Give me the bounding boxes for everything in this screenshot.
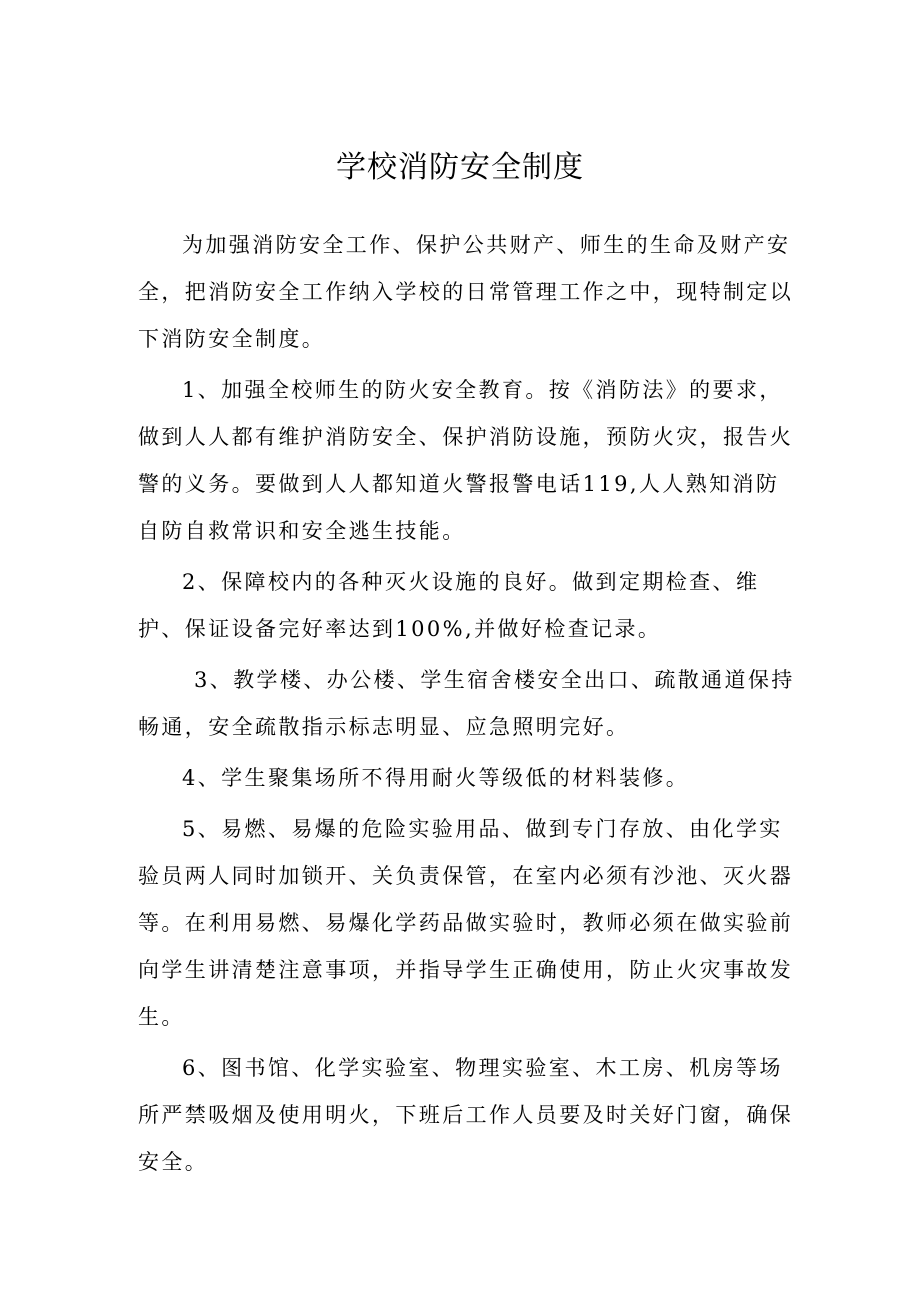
intro-paragraph: 为加强消防安全工作、保护公共财产、师生的生命及财产安全，把消防安全工作纳入学校的日常管理工作之中，现特制定以下消防安全制度。: [138, 233, 794, 351]
rule-6-paragraph: 6、图书馆、化学实验室、物理实验室、木工房、机房等场所严禁吸烟及使用明火，下班后工作人员要及时关好门窗，确保安全。: [138, 1056, 794, 1174]
rule-1-paragraph: 1、加强全校师生的防火安全教育。按《消防法》的要求，做到人人都有维护消防安全、保护消防设施，预防火灾，报告火警的义务。要做到人人都知道火警报警电话119,人人熟知消防自防自救常识和安全逃生技能。: [138, 378, 794, 543]
rule-4-paragraph: 4、学生聚集场所不得用耐火等级低的材料装修。: [182, 766, 690, 790]
rule-2-paragraph: 2、保障校内的各种灭火设施的良好。做到定期检查、维护、保证设备完好率达到100%,并做好检查记录。: [138, 570, 760, 641]
rule-5-paragraph: 5、易燃、易爆的危险实验用品、做到专门存放、由化学实验员两人同时加锁开、关负责保管，在室内必须有沙池、灭火器等。在利用易燃、易爆化学药品做实验时，教师必须在做实验前向学生讲清楚注意事项，并指导学生正确使用，防止火灾事故发生。: [138, 817, 794, 1029]
document-title: 学校消防安全制度: [336, 150, 584, 185]
document-body: [138, 222, 798, 1186]
rule-3-paragraph: 3、教学楼、办公楼、学生宿舍楼安全出口、疏散通道保持畅通，安全疏散指示标志明显、应急照明完好。: [138, 668, 795, 739]
